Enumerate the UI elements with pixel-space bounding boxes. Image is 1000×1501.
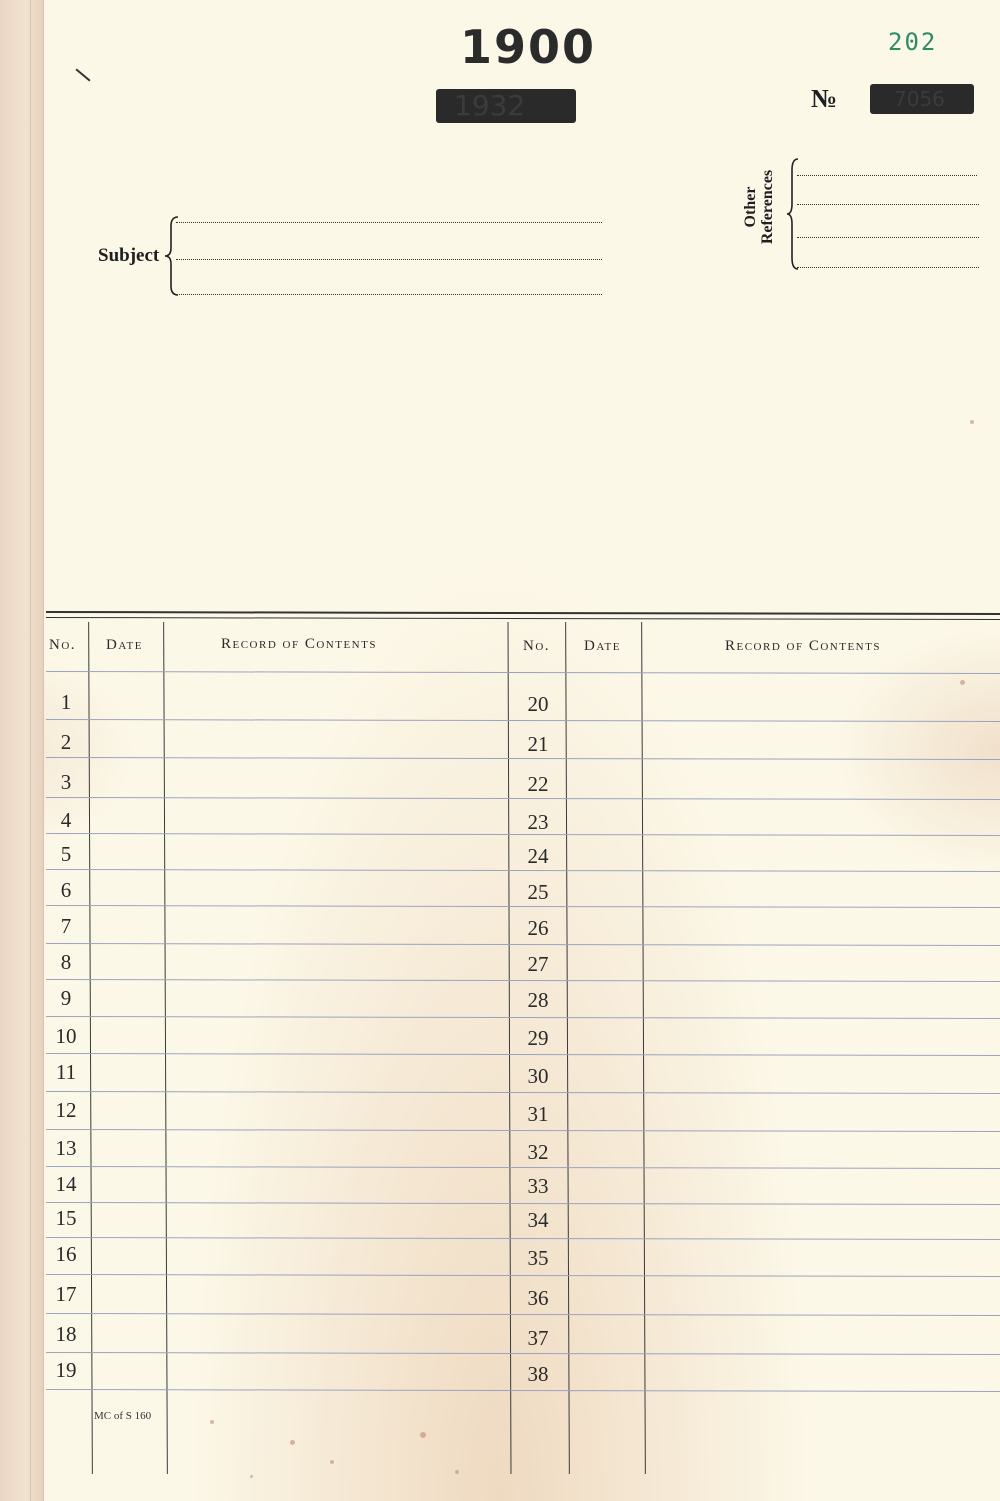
table-row-line — [46, 1091, 1000, 1094]
left-no-date-divider — [88, 622, 93, 1474]
other-references-label — [742, 152, 776, 262]
row-number: 38 — [527, 1362, 549, 1386]
row-number: 27 — [527, 952, 549, 976]
foxing-spot — [210, 1420, 214, 1424]
row-number: 1 — [60, 690, 72, 714]
other-references-line-a[interactable] — [797, 175, 977, 176]
binding-spine — [0, 0, 44, 1501]
foxing-spot — [455, 1470, 459, 1474]
row-number: 18 — [55, 1322, 77, 1346]
subject-brace — [164, 216, 180, 296]
row-number: 25 — [527, 880, 549, 904]
redacted-year: 1932 — [436, 89, 576, 123]
pencil-tick-mark — [75, 68, 90, 81]
redacted-file-number: 7056 — [870, 84, 974, 114]
foxing-spot — [250, 1475, 253, 1478]
row-number: 21 — [527, 732, 549, 756]
file-number-label: № — [811, 84, 838, 113]
subject-line-2[interactable] — [176, 259, 602, 260]
row-number: 23 — [527, 810, 549, 834]
table-row-line — [46, 1237, 1000, 1240]
row-number: 24 — [527, 844, 549, 868]
table-row-line — [46, 1389, 1000, 1392]
stamped-number: 202 — [888, 28, 938, 56]
row-number: 4 — [60, 808, 72, 832]
row-number: 19 — [55, 1358, 77, 1382]
foxing-spot — [330, 1460, 334, 1464]
row-number: 22 — [527, 772, 549, 796]
row-number: 35 — [527, 1246, 549, 1270]
table-row-line — [46, 757, 1000, 760]
table-row-line — [46, 1053, 1000, 1056]
row-number: 31 — [527, 1102, 549, 1126]
foxing-spot — [420, 1432, 426, 1438]
printed-year: 1900 — [460, 20, 597, 74]
other-references-line-1: Other — [742, 186, 759, 228]
subject-label: Subject — [98, 245, 160, 266]
table-row-line — [46, 1352, 1000, 1355]
table-row-line — [46, 797, 1000, 800]
row-number: 15 — [55, 1206, 77, 1230]
row-number: 3 — [60, 770, 72, 794]
right-header-no: No. — [523, 638, 551, 654]
table-row-line — [46, 869, 1000, 872]
table-row-line — [46, 1202, 1000, 1205]
row-number: 9 — [60, 986, 72, 1010]
subject-line-3[interactable] — [176, 294, 602, 295]
table-row-line — [46, 943, 1000, 946]
row-number: 7 — [60, 914, 72, 938]
row-number: 36 — [527, 1286, 549, 1310]
table-top-rule-2 — [46, 617, 1000, 620]
other-references-line-2: References — [759, 169, 776, 245]
row-number: 20 — [527, 692, 549, 716]
row-number: 6 — [60, 878, 72, 902]
table-top-rule-1 — [46, 611, 1000, 615]
table-row-line — [46, 1166, 1000, 1169]
table-row-line — [46, 671, 1000, 674]
foxing-spot — [970, 420, 974, 424]
foxing-spot — [290, 1440, 295, 1445]
row-number: 10 — [55, 1024, 77, 1048]
center-divider — [508, 622, 512, 1474]
other-references-line-d[interactable] — [797, 267, 979, 268]
table-row-line — [46, 1274, 1000, 1277]
table-row-line — [46, 1016, 1000, 1019]
right-header-record: Record of Contents — [725, 638, 881, 654]
form-code: MC of S 160 — [94, 1410, 152, 1422]
right-header-date: Date — [584, 638, 621, 654]
left-header-date: Date — [106, 637, 143, 653]
row-number: 28 — [527, 988, 549, 1012]
table-row-line — [46, 719, 1000, 722]
row-number: 14 — [55, 1172, 77, 1196]
other-references-line-c[interactable] — [797, 237, 979, 238]
row-number: 2 — [60, 730, 72, 754]
row-number: 26 — [527, 916, 549, 940]
subject-line-1[interactable] — [176, 222, 602, 223]
table-row-line — [46, 979, 1000, 982]
row-number: 16 — [55, 1242, 77, 1266]
left-header-record: Record of Contents — [221, 636, 377, 652]
left-header-no: No. — [49, 637, 77, 653]
row-number: 30 — [527, 1064, 549, 1088]
row-number: 8 — [60, 950, 72, 974]
row-number: 11 — [55, 1060, 77, 1084]
right-date-record-divider — [641, 622, 646, 1474]
row-number: 37 — [527, 1326, 549, 1350]
left-date-record-divider — [163, 622, 168, 1474]
right-no-date-divider — [565, 622, 570, 1474]
row-number: 13 — [55, 1136, 77, 1160]
table-row-line — [46, 1129, 1000, 1132]
row-number: 12 — [55, 1098, 77, 1122]
row-number: 32 — [527, 1140, 549, 1164]
table-row-line — [46, 1313, 1000, 1316]
table-row-line — [46, 905, 1000, 908]
foxing-spot — [960, 680, 965, 685]
row-number: 17 — [55, 1282, 77, 1306]
row-number: 33 — [527, 1174, 549, 1198]
row-number: 29 — [527, 1026, 549, 1050]
row-number: 34 — [527, 1208, 549, 1232]
other-references-line-b[interactable] — [797, 204, 979, 205]
spine-edge-line — [30, 0, 31, 1501]
row-number: 5 — [60, 842, 72, 866]
